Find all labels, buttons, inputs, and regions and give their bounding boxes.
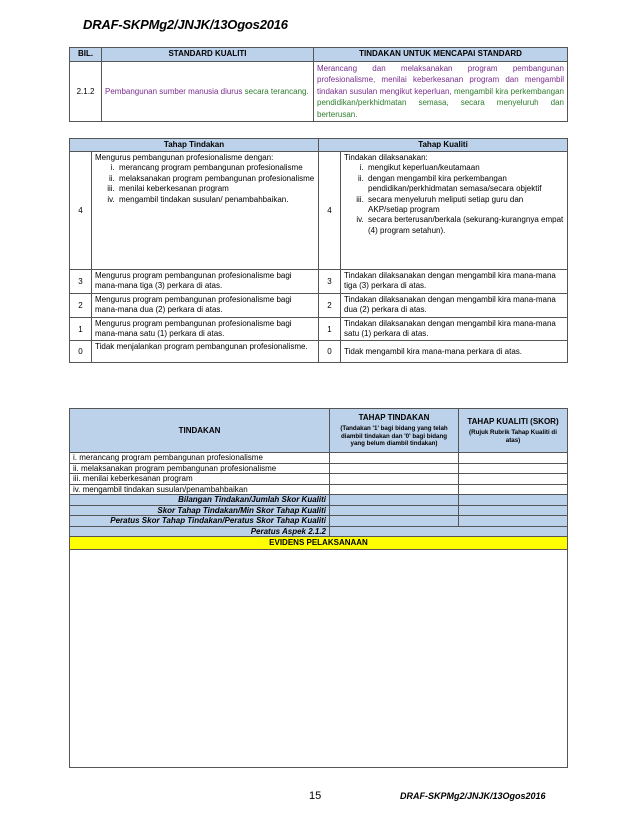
rubric-score: 0 (70, 341, 92, 363)
tahap-kualiti-input[interactable] (459, 484, 568, 495)
col-standard-kualiti: STANDARD KUALITI (102, 48, 314, 62)
evidens-content-area[interactable] (70, 550, 567, 768)
list-item: iv. secara berterusan/berkala (sekurang-kurangnya empat (4) program setahun). (366, 215, 564, 236)
standard-table (69, 47, 568, 122)
rubric-tindakan-2: Mengurus program pembangunan profesionalisme bagi mana-mana dua (2) perkara di atas. (92, 293, 319, 317)
rubric-kualiti-4: Tindakan dilaksanakan: i. mengikut keperluan/keutamaan ii. dengan mengambil kira perkembangan pendidikan/perkhidmatan semasa/secara objektif iii. secara menyeluruh meliputi setiap guru dan AKP/setiap program iv. secara berterusan/berkala (sekurang-kurangnya empat (4) program setahun). (341, 152, 568, 270)
list-item: ii. dengan mengambil kira perkembangan pendidikan/perkhidmatan semasa/secara objektif (366, 174, 564, 195)
sum-row: Peratus Skor Tahap Tindakan/Peratus Skor Tahap Kualiti (70, 516, 568, 527)
tahap-tindakan-input[interactable] (330, 453, 459, 464)
rubric-score: 3 (70, 270, 92, 294)
col-bil: BIL. (70, 48, 102, 62)
standard-text: Pembangunan sumber manusia diurus secara terancang. (102, 62, 314, 122)
sum-row: Peratus Aspek 2.1.2 (70, 526, 568, 537)
rubric-tindakan-4: Mengurus pembangunan profesionalisme dengan: i. merancang program pembangunan profesionalisme ii. melaksanakan program pembangunan profesionalisme iii. menilai keberkesanan program iv. mengambil tindakan susulan/ penambahbaikan. (92, 152, 319, 270)
skor-tindakan-value[interactable] (330, 505, 459, 516)
rubric-score: 2 (70, 293, 92, 317)
rubric-score: 0 (319, 341, 341, 363)
page-number: 15 (309, 790, 322, 802)
rubric-score: 1 (70, 317, 92, 341)
rubric-tindakan-3: Mengurus program pembangunan profesionalisme bagi mana-mana tiga (3) perkara di atas. (92, 270, 319, 294)
rubric-kualiti-0: Tidak mengambil kira mana-mana perkara di atas. (341, 341, 568, 363)
tahap-tindakan-input[interactable] (330, 474, 459, 485)
evidens-box (69, 536, 568, 768)
peratus-aspek-value[interactable] (330, 526, 568, 537)
sum-row: Bilangan Tindakan/Jumlah Skor Kualiti (70, 495, 568, 506)
table-row: ii. melaksanakan program pembangunan profesionalisme (70, 463, 568, 474)
col-tindakan-standard: TINDAKAN UNTUK MENCAPAI STANDARD (314, 48, 568, 62)
score-table (69, 408, 568, 537)
evidens-title: EVIDENS PELAKSANAAN (70, 537, 567, 550)
tahap-kualiti-input[interactable] (459, 463, 568, 474)
tahap-kualiti-input[interactable] (459, 453, 568, 464)
sum-kualiti-value[interactable] (459, 495, 568, 506)
col-tahap-kualiti: Tahap Kualiti (319, 139, 568, 152)
list-item: i. mengikut keperluan/keutamaan (366, 163, 564, 173)
sum-tindakan-value[interactable] (330, 495, 459, 506)
rubric-table (69, 138, 568, 363)
tahap-tindakan-input[interactable] (330, 484, 459, 495)
tahap-tindakan-input[interactable] (330, 463, 459, 474)
rubric-tindakan-1: Mengurus program pembangunan profesionalisme bagi mana-mana satu (1) perkara di atas. (92, 317, 319, 341)
rubric-tindakan-0: Tidak menjalankan program pembangunan profesionalisme. (92, 341, 319, 363)
tindakan-text: Merancang dan melaksanakan program pembangunan profesionalisme, menilai keberkesanan program dan mengambil tindakan susulan mengikut keperluan, mengambil kira perkembangan pendidikan/perkhidmatan semasa, secara menyeluruh dan berterusan. (314, 62, 568, 122)
rubric-kualiti-3: Tindakan dilaksanakan dengan mengambil kira mana-mana tiga (3) perkara di atas. (341, 270, 568, 294)
table-row: iii. menilai keberkesanan program (70, 474, 568, 485)
rubric-kualiti-2: Tindakan dilaksanakan dengan mengambil kira mana-mana dua (2) perkara di atas. (341, 293, 568, 317)
col-tindakan: TINDAKAN (70, 409, 330, 453)
list-item: i. merancang program pembangunan profesionalisme (117, 163, 315, 173)
rubric-score: 3 (319, 270, 341, 294)
list-item: iv. mengambil tindakan susulan/ penambahbaikan. (117, 195, 315, 205)
footer-doc-code: DRAF-SKPMg2/JNJK/13Ogos2016 (400, 791, 546, 801)
peratus-tindakan-value[interactable] (330, 516, 459, 527)
rubric-score: 4 (319, 152, 341, 270)
rubric-kualiti-1: Tindakan dilaksanakan dengan mengambil kira mana-mana satu (1) perkara di atas. (341, 317, 568, 341)
table-row: iv. mengambil tindakan susulan/penambahbaikan (70, 484, 568, 495)
col-tahap-kualiti-score: TAHAP KUALITI (SKOR) (Rujuk Rubrik Tahap Kualiti di atas) (459, 409, 568, 453)
table-row: i. merancang program pembangunan profesionalisme (70, 453, 568, 464)
list-item: iii. menilai keberkesanan program (117, 184, 315, 194)
skor-kualiti-value[interactable] (459, 505, 568, 516)
peratus-kualiti-value[interactable] (459, 516, 568, 527)
rubric-score: 2 (319, 293, 341, 317)
list-item: iii. secara menyeluruh meliputi setiap guru dan AKP/setiap program (366, 195, 564, 216)
list-item: ii. melaksanakan program pembangunan profesionalisme (117, 174, 315, 184)
rubric-score: 4 (70, 152, 92, 270)
col-tahap-tindakan-score: TAHAP TINDAKAN (Tandakan '1' bagi bidang yang telah diambil tindakan dan '0' bagi bidang yang belum diambil tindakan) (330, 409, 459, 453)
col-tahap-tindakan: Tahap Tindakan (70, 139, 319, 152)
document-header: DRAF-SKPMg2/JNJK/13Ogos2016 (83, 17, 288, 32)
sum-row: Skor Tahap Tindakan/Min Skor Tahap Kualiti (70, 505, 568, 516)
rubric-score: 1 (319, 317, 341, 341)
tahap-kualiti-input[interactable] (459, 474, 568, 485)
bil-value: 2.1.2 (70, 62, 102, 122)
